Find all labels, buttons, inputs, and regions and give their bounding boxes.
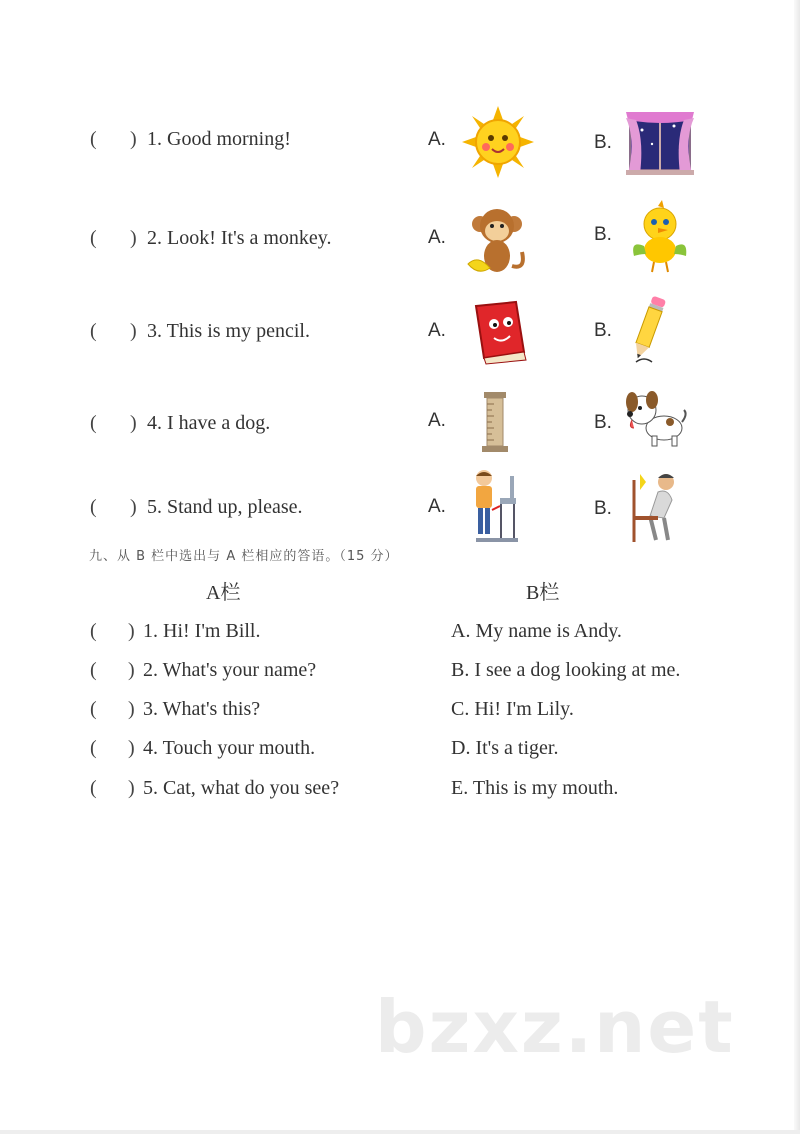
answer-paren-open: ( — [90, 620, 97, 642]
sun-icon — [462, 106, 534, 178]
matching-row — [0, 777, 800, 807]
answer-paren-close: ) — [128, 698, 135, 720]
option-a-label: A. — [428, 227, 446, 248]
question-row — [0, 376, 800, 472]
question-text: 1. Good morning! — [147, 128, 291, 150]
answer-paren-close: ) — [128, 737, 135, 759]
question-text: 2. Look! It's a monkey. — [147, 227, 332, 249]
column-b-heading: B栏 — [526, 582, 560, 604]
matching-answer: E. This is my mouth. — [451, 777, 619, 799]
answer-paren-close: ) — [130, 496, 137, 518]
option-a-label: A. — [428, 410, 446, 431]
question-text: 5. Stand up, please. — [147, 496, 303, 518]
question-text: 4. I have a dog. — [147, 412, 271, 434]
matching-answer: C. Hi! I'm Lily. — [451, 698, 574, 720]
answer-paren-close: ) — [130, 227, 137, 249]
answer-paren-close: ) — [128, 777, 135, 799]
option-b-label: B. — [594, 224, 612, 245]
ruler-icon — [476, 392, 514, 452]
answer-paren-open: ( — [90, 412, 97, 434]
answer-paren-open: ( — [90, 128, 97, 150]
night-window-icon — [622, 110, 698, 178]
matching-answer: D. It's a tiger. — [451, 737, 559, 759]
answer-paren-close: ) — [128, 659, 135, 681]
option-b-label: B. — [594, 132, 612, 153]
matching-row — [0, 659, 800, 689]
section-title: 九、从 B 栏中选出与 A 栏相应的答语。（15 分） — [89, 549, 399, 564]
option-a-label: A. — [428, 129, 446, 150]
matching-question: 5. Cat, what do you see? — [143, 777, 340, 799]
man-sitting-icon — [628, 470, 680, 544]
answer-paren-close: ) — [130, 128, 137, 150]
answer-paren-open: ( — [90, 737, 97, 759]
pencil-icon — [628, 294, 668, 366]
page-edge-bottom — [0, 1130, 800, 1134]
question-row — [0, 284, 800, 380]
boy-standing-icon — [470, 468, 522, 546]
answer-paren-close: ) — [128, 620, 135, 642]
question-row — [0, 462, 800, 558]
column-a-heading: A栏 — [206, 582, 241, 604]
answer-paren-open: ( — [90, 496, 97, 518]
option-b-label: B. — [594, 498, 612, 519]
matching-row — [0, 620, 800, 650]
matching-question: 4. Touch your mouth. — [143, 737, 316, 759]
dog-icon — [620, 388, 688, 450]
answer-paren-open: ( — [90, 777, 97, 799]
question-text: 3. This is my pencil. — [147, 320, 310, 342]
option-b-label: B. — [594, 320, 612, 341]
matching-answer: A. My name is Andy. — [451, 620, 622, 642]
option-b-label: B. — [594, 412, 612, 433]
answer-paren-close: ) — [130, 412, 137, 434]
answer-paren-open: ( — [90, 320, 97, 342]
option-a-label: A. — [428, 496, 446, 517]
question-row — [0, 92, 800, 188]
bird-icon — [628, 200, 690, 274]
monkey-icon — [464, 206, 530, 280]
matching-question: 2. What's your name? — [143, 659, 317, 681]
option-a-label: A. — [428, 320, 446, 341]
answer-paren-open: ( — [90, 698, 97, 720]
matching-question: 1. Hi! I'm Bill. — [143, 620, 261, 642]
matching-answer: B. I see a dog looking at me. — [451, 659, 681, 681]
answer-paren-open: ( — [90, 659, 97, 681]
matching-question: 3. What's this? — [143, 698, 261, 720]
answer-paren-open: ( — [90, 227, 97, 249]
answer-paren-close: ) — [130, 320, 137, 342]
matching-row — [0, 698, 800, 728]
question-row — [0, 190, 800, 286]
book-icon — [466, 300, 530, 366]
matching-row — [0, 737, 800, 767]
watermark: bzxz.net — [375, 985, 735, 1069]
